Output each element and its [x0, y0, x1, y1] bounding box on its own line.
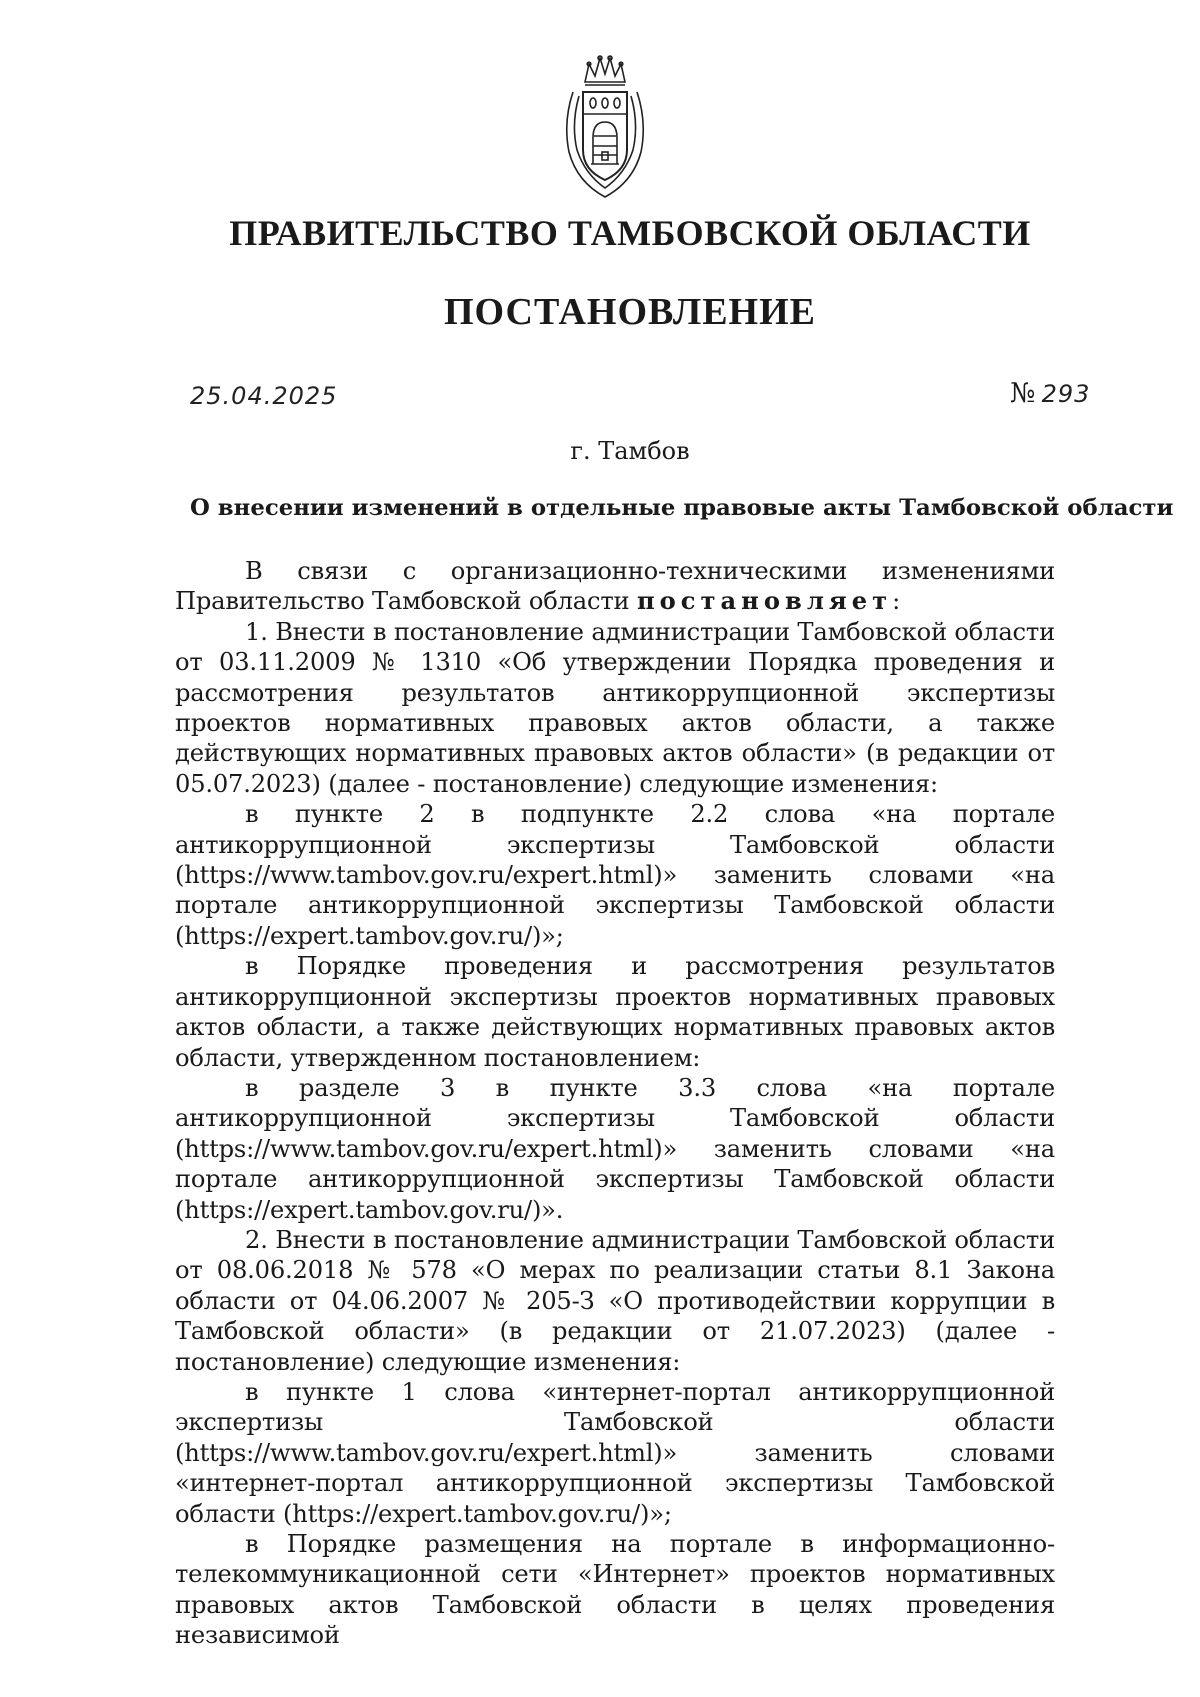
intro-paragraph: [175, 556, 1055, 617]
paragraph-1: 1. Внести в постановление администрации Тамбовской области от 03.11.2009 № 1310 «Об утверждении Порядка проведения и рассмотрения результатов антикоррупционной экспертизы проектов нормативных правовых актов области, а также действующих нормативных правовых актов области» (в редакции от 05.07.2023) (далее - постановление) следующие изменения:: [175, 617, 1055, 798]
document-type: ПОСТАНОВЛЕНИЕ: [443, 291, 817, 333]
paragraph-4: в разделе 3 в пункте 3.3 слова «на портале антикоррупционной экспертизы Тамбовской области (https://www.tambov.gov.ru/expert.html)» заменить словами «на портале антикоррупционной экспертизы Тамбовской области (https://expert.tambov.gov.ru/)».: [175, 1073, 1055, 1224]
government-title: ПРАВИТЕЛЬСТВО ТАМБОВСКОЙ ОБЛАСТИ: [229, 213, 1031, 253]
paragraph-2: в пункте 2 в подпункте 2.2 слова «на портале антикоррупционной экспертизы Тамбовской области (https://www.tambov.gov.ru/expert.html)» заменить словами «на портале антикоррупционной экспертизы Тамбовской области (https://expert.tambov.gov.ru/)»;: [175, 800, 1055, 950]
tambov-coat-of-arms-icon: [555, 52, 655, 202]
number-handwritten: 293: [1041, 380, 1091, 408]
resolves-verb: постановляет: [636, 586, 893, 616]
document-number: [1010, 378, 1090, 409]
intro-text: В связи с организационно-техническими изменениями Правительство Тамбовской области: [175, 557, 1055, 616]
paragraph-6: в пункте 1 слова «интернет-портал антикоррупционной экспертизы Тамбовской области (https://www.tambov.gov.ru/expert.html)» заменить словами «интернет-портал антикоррупционной экспертизы Тамбовской области (https://expert.tambov.gov.ru/)»;: [175, 1377, 1055, 1528]
paragraph-7: в Порядке размещения на портале в информационно-телекоммуникационной сети «Интернет» проектов нормативных правовых актов Тамбовской области в целях проведения независимой: [175, 1530, 1055, 1650]
document-body: [175, 556, 1055, 1651]
paragraph-3: в Порядке проведения и рассмотрения результатов антикоррупционной экспертизы проектов нормативных правовых актов области, а также действующих нормативных правовых актов области, утвержденном постановлением:: [175, 952, 1055, 1072]
paragraph-5: 2. Внести в постановление администрации Тамбовской области от 08.06.2018 № 578 «О мерах по реализации статьи 8.1 Закона области от 04.06.2007 № 205-З «О противодействии коррупции в Тамбовской области» (в редакции от 21.07.2023) (далее - постановление) следующие изменения:: [175, 1225, 1055, 1376]
number-sign: №: [1010, 378, 1036, 409]
intro-colon: :: [892, 587, 901, 616]
document-date: 25.04.2025: [190, 382, 338, 410]
document-subject: О внесении изменений в отдельные правовые акты Тамбовской области: [190, 495, 1174, 521]
city: г. Тамбов: [570, 437, 690, 465]
